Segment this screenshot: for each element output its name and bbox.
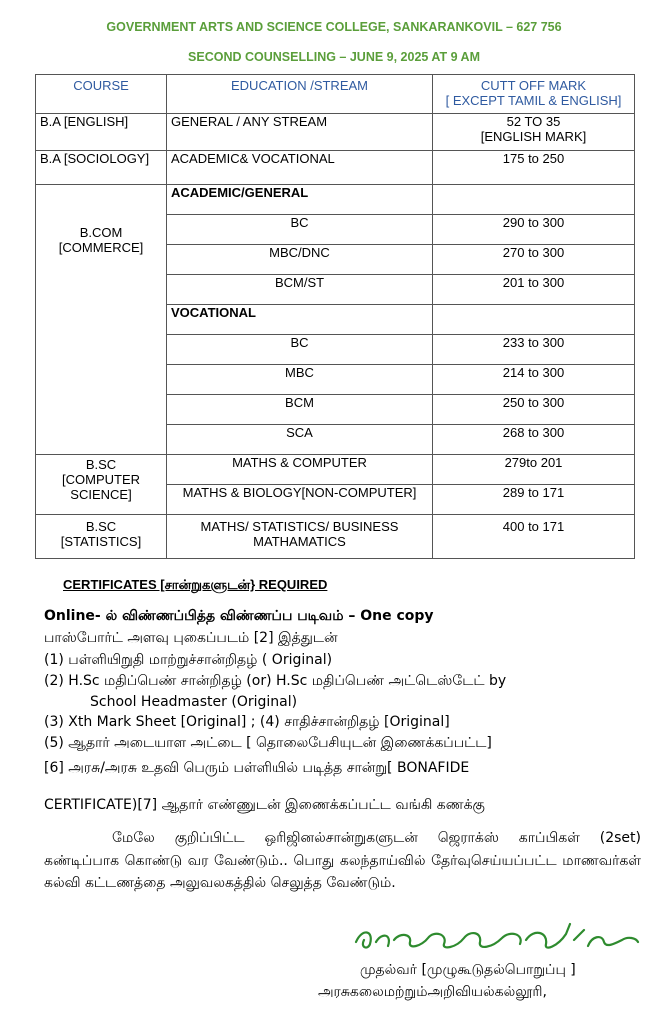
- mark-cell: 290 to 300: [433, 215, 635, 245]
- stream-line2: MATHAMATICS: [253, 534, 346, 549]
- mark-cell: 201 to 300: [433, 275, 635, 305]
- stream-cell: MATHS & COMPUTER: [167, 455, 433, 485]
- section-label: VOCATIONAL: [167, 305, 433, 335]
- mark-cell: 233 to 300: [433, 335, 635, 365]
- certificate-item: (5) ஆதார் அடையாள அட்டை [ தொலைபேசியுடன் இணைக்கப்பட்ட]: [44, 735, 492, 751]
- course-line1: B.COM: [79, 225, 123, 240]
- header-cutoff-line2: [ EXCEPT TAMIL & ENGLISH]: [445, 93, 622, 108]
- mark-cell: 400 to 171: [433, 515, 635, 559]
- certificate-item: பாஸ்போர்ட் அளவு புகைப்படம் [2] இத்துடன்: [44, 630, 338, 646]
- course-cell: [36, 185, 167, 455]
- mark-cell: 270 to 300: [433, 245, 635, 275]
- certificate-item: Online- ல் விண்ணப்பித்த விண்ணப்ப படிவம் – One copy: [44, 608, 434, 624]
- table-row: [36, 515, 635, 559]
- mark-line2: [ENGLISH MARK]: [480, 129, 587, 144]
- stream-cell: BC: [167, 215, 433, 245]
- header-course: COURSE: [36, 75, 167, 114]
- certificate-item: [6] அரசு/அரசு உதவி பெரும் பள்ளியில் படித்த சான்று[ BONAFIDE: [44, 760, 470, 776]
- stream-cell: MBC: [167, 365, 433, 395]
- mark-cell: 175 to 250: [433, 151, 635, 185]
- certificate-item: School Headmaster (Original): [90, 694, 298, 710]
- stream-cell: MBC/DNC: [167, 245, 433, 275]
- stream-cell: BC: [167, 335, 433, 365]
- header-stream: EDUCATION /STREAM: [167, 75, 433, 114]
- cutoff-table: [35, 74, 635, 559]
- stream-cell: GENERAL / ANY STREAM: [167, 114, 433, 151]
- mark-cell: [433, 305, 635, 335]
- course-line2: [COMPUTER: [62, 472, 140, 487]
- mark-cell: [433, 114, 635, 151]
- table-header-row: [36, 75, 635, 114]
- mark-cell: 289 to 171: [433, 485, 635, 515]
- course-cell: [36, 515, 167, 559]
- college-title: GOVERNMENT ARTS AND SCIENCE COLLEGE, SANKARANKOVIL – 627 756: [106, 20, 562, 34]
- course-cell: B.A [ENGLISH]: [36, 114, 167, 151]
- mark-cell: 279to 201: [433, 455, 635, 485]
- certificates-heading: CERTIFICATES [சான்றுகளுடன்} REQUIRED: [63, 577, 328, 592]
- stream-cell: ACADEMIC& VOCATIONAL: [167, 151, 433, 185]
- header-cutoff-line1: CUTT OFF MARK: [480, 78, 587, 93]
- course-cell: B.A [SOCIOLOGY]: [36, 151, 167, 185]
- table-row: [36, 114, 635, 151]
- course-cell: [36, 455, 167, 515]
- header-cutoff: [433, 75, 635, 114]
- stream-cell: BCM/ST: [167, 275, 433, 305]
- mark-cell: 268 to 300: [433, 425, 635, 455]
- principal-signature: [352, 920, 642, 960]
- certificate-item: (1) பள்ளியிறுதி மாற்றுச்சான்றிதழ் ( Original): [44, 652, 333, 668]
- mark-cell: 214 to 300: [433, 365, 635, 395]
- counselling-subtitle: SECOND COUNSELLING – JUNE 9, 2025 AT 9 AM: [188, 50, 480, 64]
- course-line2: [COMMERCE]: [58, 240, 144, 255]
- principal-designation: முதல்வர் [முழுகூடுதல்பொறுப்பு ]: [360, 962, 576, 978]
- table-row: [36, 151, 635, 185]
- certificate-item: CERTIFICATE)[7] ஆதார் எண்ணுடன் இணைக்கப்பட்ட வங்கி கணக்கு: [44, 797, 485, 813]
- mark-line1: 52 TO 35: [506, 114, 561, 129]
- course-line1: B.SC: [85, 519, 117, 534]
- stream-cell: [167, 515, 433, 559]
- certificate-item: (2) H.Sc மதிப்பெண் சான்றிதழ் (or) H.Sc மதிப்பெண் அட்டெஸ்டேட் by: [44, 673, 507, 689]
- table-row: [36, 185, 635, 215]
- stream-line1: MATHS/ STATISTICS/ BUSINESS: [200, 519, 399, 534]
- course-line1: B.SC: [85, 457, 117, 472]
- course-line2: [STATISTICS]: [60, 534, 142, 549]
- table-row: [36, 455, 635, 485]
- stream-cell: BCM: [167, 395, 433, 425]
- mark-cell: [433, 185, 635, 215]
- mark-cell: 250 to 300: [433, 395, 635, 425]
- section-label: ACADEMIC/GENERAL: [167, 185, 433, 215]
- course-line3: SCIENCE]: [70, 487, 132, 502]
- stream-cell: MATHS & BIOLOGY[NON-COMPUTER]: [167, 485, 433, 515]
- college-name-tamil: அரசுகலைமற்றும்அறிவியல்கல்லூரி,: [318, 984, 547, 1000]
- certificate-item: (3) Xth Mark Sheet [Original] ; (4) சாதிச்சான்றிதழ் [Original]: [44, 714, 450, 730]
- instructions-paragraph: மேலே குறிப்பிட்ட ஒரிஜினல்சான்றுகளுடன் ஜெராக்ஸ் காப்பிகள் (2set) கண்டிப்பாக கொண்டு வர வேண்டும்.. பொது கலந்தாய்வில் தேர்வுசெய்யப்பட்ட மாணவர்கள் கல்வி கட்டணத்தை அலுவலகத்தில் செலுத்த வேண்டும்.: [44, 830, 641, 891]
- stream-cell: SCA: [167, 425, 433, 455]
